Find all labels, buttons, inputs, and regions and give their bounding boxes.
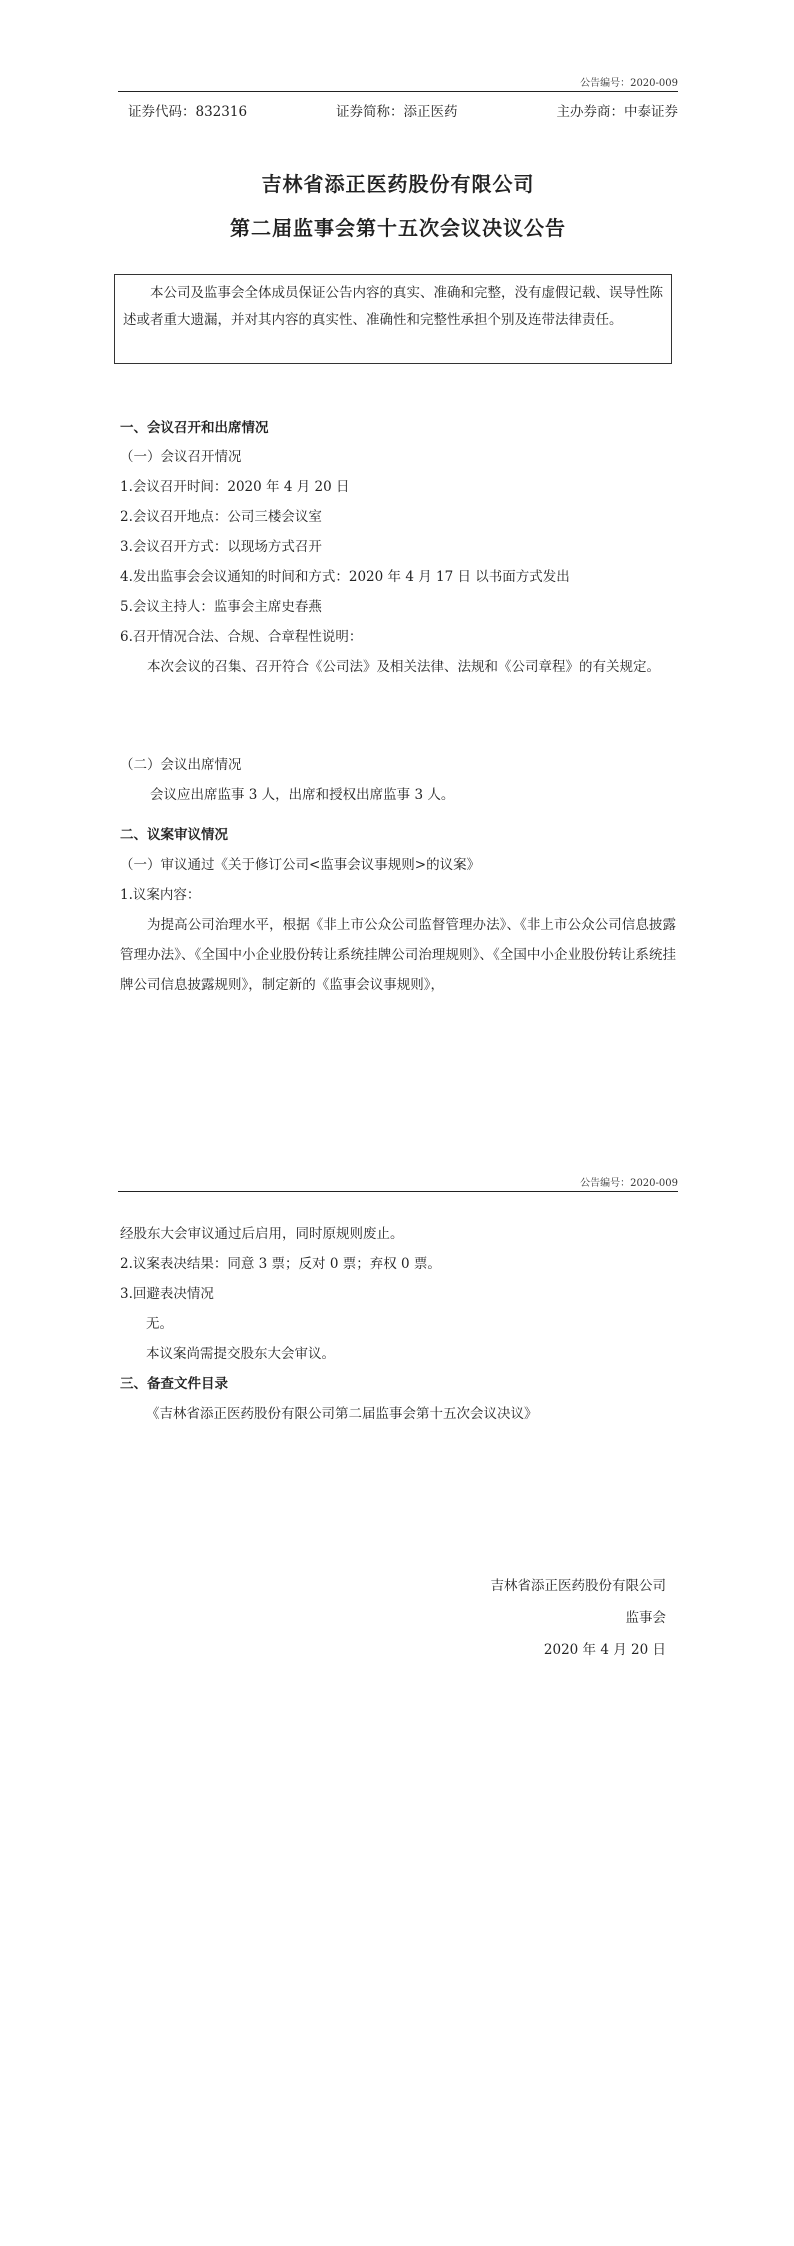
section2-heading: 二、议案审议情况	[120, 827, 228, 843]
responsibility-notice: 本公司及监事会全体成员保证公告内容的真实、准确和完整，没有虚假记载、误导性陈述或者重大遗漏，并对其内容的真实性、准确性和完整性承担个别及连带法律责任。	[114, 274, 672, 364]
motion-content-label: 1.议案内容：	[120, 887, 201, 903]
item-meeting-method: 3.会议召开方式：以现场方式召开	[120, 539, 322, 555]
item-legality: 6.召开情况合法、合规、合章程性说明：	[120, 629, 363, 645]
reference-doc: 《吉林省添正医药股份有限公司第二届监事会第十五次会议决议》	[146, 1406, 538, 1422]
page-number: 公告编号：2020-009	[580, 1178, 678, 1189]
header-rule	[118, 1191, 678, 1192]
item-host: 5.会议主持人：监事会主席史春燕	[120, 599, 322, 615]
sign-company: 吉林省添正医药股份有限公司	[490, 1578, 666, 1594]
section3-heading: 三、备查文件目录	[120, 1376, 228, 1392]
document-title-line1: 吉林省添正医药股份有限公司	[261, 172, 535, 196]
page-2	[0, 1160, 794, 2246]
item-notice-time: 4.发出监事会会议通知的时间和方式：2020 年 4 月 17 日 以书面方式发出	[120, 569, 570, 585]
sponsor: 主办券商：中泰证券	[556, 104, 678, 120]
motion-heading: （一）审议通过《关于修订公司<监事会议事规则>的议案》	[120, 857, 481, 873]
sub1-heading: （一）会议召开情况	[120, 449, 242, 465]
attendance-text: 会议应出席监事 3 人，出席和授权出席监事 3 人。	[150, 787, 455, 803]
securities-code: 证券代码：832316	[128, 104, 248, 120]
item-meeting-time: 1.会议召开时间：2020 年 4 月 20 日	[120, 479, 350, 495]
securities-abbr: 证券简称：添正医药	[336, 104, 458, 120]
recusal-label: 3.回避表决情况	[120, 1286, 214, 1302]
continued-text: 经股东大会审议通过后启用，同时原规则废止。	[120, 1226, 404, 1242]
sign-board: 监事会	[625, 1610, 666, 1626]
legality-text: 本次会议的召集、召开符合《公司法》及相关法律、法规和《公司章程》的有关规定。	[147, 659, 660, 675]
document-title-line2: 第二届监事会第十五次会议决议公告	[230, 216, 566, 240]
item-meeting-place: 2.会议召开地点：公司三楼会议室	[120, 509, 322, 525]
page-number: 公告编号：2020-009	[580, 78, 678, 89]
securities-info	[128, 100, 678, 120]
motion-content-text: 为提高公司治理水平，根据《非上市公众公司监督管理办法》、《非上市公众公司信息披露管理办法》、《全国中小企业股份转让系统挂牌公司治理规则》、《全国中小企业股份转让系统挂牌公司信息披露规则》，制定新的《监事会议事规则》，	[120, 917, 676, 993]
sub2-heading: （二）会议出席情况	[120, 757, 242, 773]
vote-result: 2.议案表决结果：同意 3 票；反对 0 票；弃权 0 票。	[120, 1256, 441, 1272]
recusal-value: 无。	[146, 1316, 173, 1332]
section1-heading: 一、会议召开和出席情况	[120, 420, 269, 436]
sign-date: 2020 年 4 月 20 日	[543, 1642, 666, 1658]
submit-text: 本议案尚需提交股东大会审议。	[146, 1346, 335, 1362]
header-rule	[118, 91, 678, 92]
